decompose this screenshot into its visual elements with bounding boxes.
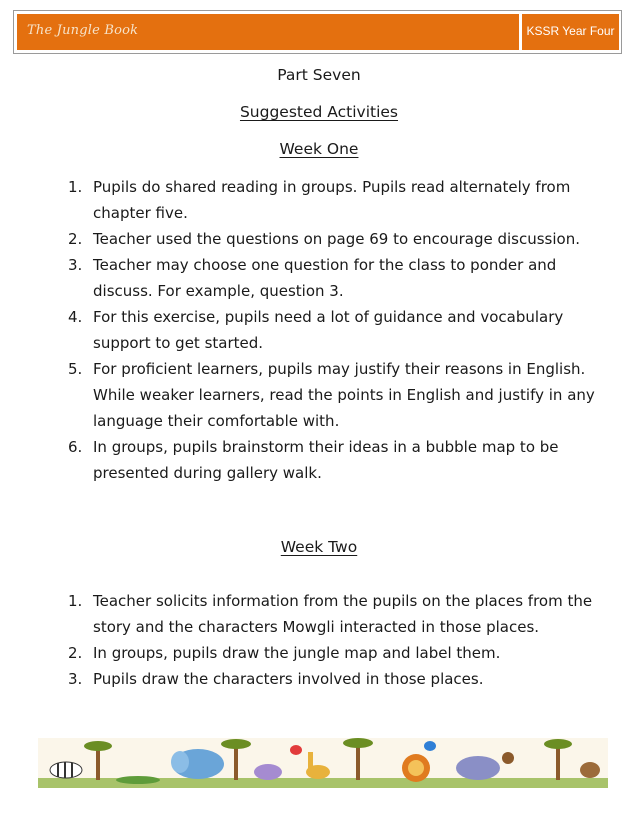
part-title-row <box>0 66 638 84</box>
header-title-bar <box>17 14 519 50</box>
subtitle-row <box>0 103 638 121</box>
list-item <box>68 252 608 304</box>
zebra-icon <box>50 762 82 778</box>
week-two-heading: Week Two <box>280 538 358 556</box>
item-text: Teacher used the questions on page 69 to encourage discussion. <box>93 230 580 248</box>
list-item <box>68 640 608 666</box>
document-header <box>13 10 622 54</box>
item-number: 4. <box>68 308 83 326</box>
subtitle: Suggested Activities <box>239 103 399 121</box>
list-item <box>68 356 608 434</box>
item-text: Pupils do shared reading in groups. Pupils read alternately from chapter five. <box>93 178 571 222</box>
item-text: In groups, pupils draw the jungle map and label them. <box>93 644 501 662</box>
item-number: 5. <box>68 360 83 378</box>
list-item <box>68 434 608 486</box>
item-text: Pupils draw the characters involved in those places. <box>93 670 484 688</box>
item-number: 2. <box>68 230 83 248</box>
item-number: 2. <box>68 644 83 662</box>
lion-icon <box>402 754 430 782</box>
list-item <box>68 174 608 226</box>
header-grade-bar <box>522 14 619 50</box>
list-item <box>68 588 608 640</box>
jungle-animals-border-illustration <box>38 738 608 788</box>
book-title: The Jungle Book <box>27 23 139 38</box>
item-number: 3. <box>68 670 83 688</box>
item-number: 3. <box>68 256 83 274</box>
item-number: 6. <box>68 438 83 456</box>
crocodile-icon <box>116 776 160 784</box>
list-item <box>68 226 608 252</box>
item-text: For this exercise, pupils need a lot of guidance and vocabulary support to get started. <box>93 308 564 352</box>
week-two-list <box>68 588 608 692</box>
item-number: 1. <box>68 592 83 610</box>
list-item <box>68 304 608 356</box>
item-text: For proficient learners, pupils may justify their reasons in English. While weaker learners, read the points in English and justify in any language their comfortable with. <box>93 360 595 430</box>
baby-elephant-icon <box>254 764 282 780</box>
week-one-heading: Week One <box>279 140 359 158</box>
item-text: In groups, pupils brainstorm their ideas in a bubble map to be presented during gallery walk. <box>93 438 559 482</box>
grade-label: KSSR Year Four <box>526 24 615 38</box>
hippo-icon <box>456 756 500 780</box>
item-text: Teacher may choose one question for the class to ponder and discuss. For example, question 3. <box>93 256 557 300</box>
item-text: Teacher solicits information from the pupils on the places from the story and the characters Mowgli interacted in those places. <box>93 592 593 636</box>
week-two-heading-row <box>0 538 638 556</box>
list-item <box>68 666 608 692</box>
week-one-list <box>68 174 608 486</box>
week-one-heading-row <box>0 140 638 158</box>
item-number: 1. <box>68 178 83 196</box>
part-title: Part Seven <box>277 66 361 84</box>
